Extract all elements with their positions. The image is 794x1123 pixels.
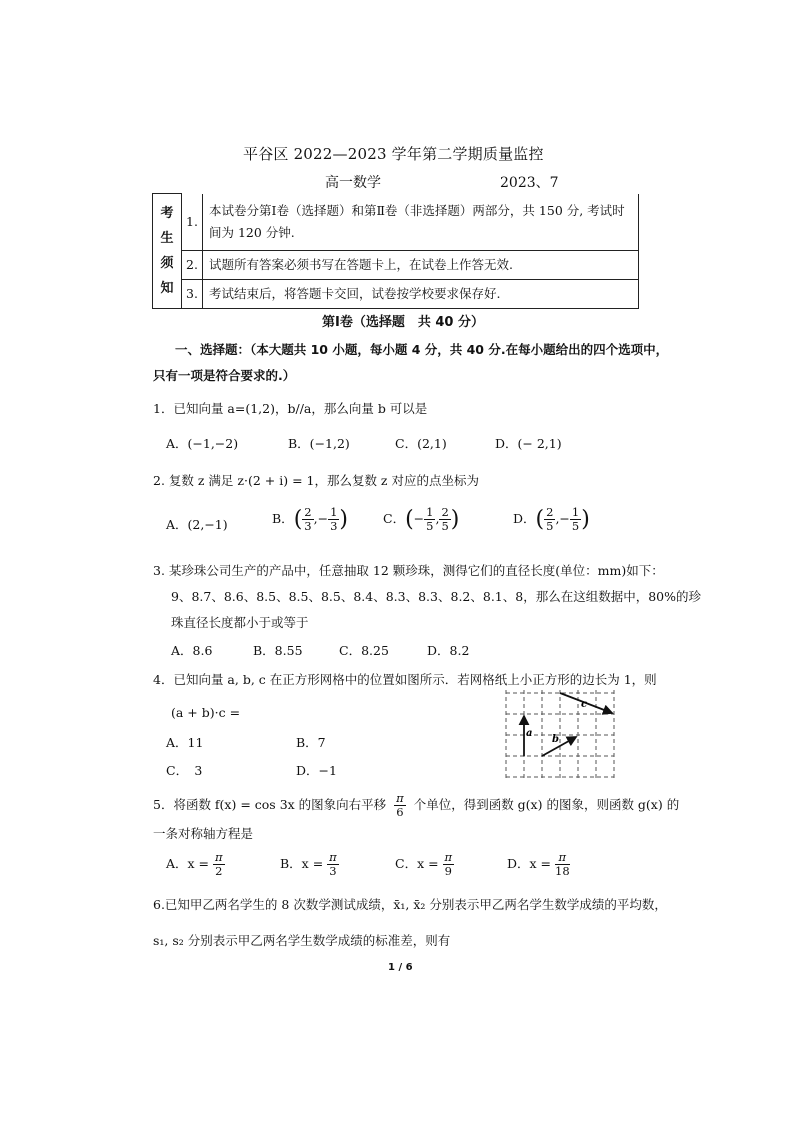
section-instruction-cont: 只有一项是符合要求的.） xyxy=(153,368,296,383)
grid-lines xyxy=(506,690,614,778)
notice-item-text: 本试卷分第Ⅰ卷（选择题）和第Ⅱ卷（非选择题）两部分，共 150 分, 考试时间为 120 分钟. xyxy=(203,194,639,251)
vector-c-label: c xyxy=(581,699,588,710)
vector-b-label: b xyxy=(552,734,559,745)
vector-grid-figure xyxy=(504,690,616,778)
notice-side-label: 考 生 须 知 xyxy=(153,194,182,309)
notice-item-text: 考试结束后，将答题卡交回，试卷按学校要求保存好. xyxy=(203,279,639,308)
exam-date: 2023、7 xyxy=(500,175,559,191)
notice-item-number: 1. xyxy=(182,194,203,251)
question-5-option-d: D．x = $\frac{\pi}{18}$ xyxy=(507,850,570,878)
question-2-option-c: C．(− $\frac{1}{5}$ , $\frac{2}{5}$ ) xyxy=(383,505,460,533)
question-4-option-b: B．7 xyxy=(296,735,326,750)
notice-item-text: 试题所有答案必须书写在答题卡上，在试卷上作答无效. xyxy=(203,250,639,279)
question-1-option-d: D．(− 2,1) xyxy=(495,436,562,451)
question-5-option-c: C．x = $\frac{\pi}{9}$ xyxy=(395,850,453,878)
question-2-option-a: A．(2,−1) xyxy=(166,517,228,532)
question-3-option-b: B．8.55 xyxy=(253,643,303,658)
question-2-option-b: B．( $\frac{2}{3}$ ,− $\frac{1}{3}$ ) xyxy=(272,505,348,533)
question-5-option-b: B．x = $\frac{\pi}{3}$ xyxy=(280,850,337,878)
notice-item-number: 3. xyxy=(182,279,203,308)
question-5-stem: 5．将函数 f(x) = cos 3x 的图象向右平移 $\frac{\pi}{6}$ 个单位，得到函数 g(x) 的图象，则函数 g(x) 的 xyxy=(153,791,680,819)
question-4-option-d: D．−1 xyxy=(296,763,337,778)
question-6-stem: 6.已知甲乙两名学生的 8 次数学测试成绩，x̄₁, x̄₂ 分别表示甲乙两名学生数学成绩的平均数， xyxy=(153,897,667,912)
question-2-option-d: D．( $\frac{2}{5}$ ,− $\frac{1}{5}$ ) xyxy=(513,505,590,533)
question-6-stem-end: s₁, s₂ 分别表示甲乙两名学生数学成绩的标准差，则有 xyxy=(153,933,451,948)
question-1-option-b: B．(−1,2) xyxy=(288,436,350,451)
exam-title: 平谷区 2022—2023 学年第二学期质量监控 xyxy=(243,145,544,163)
question-1-option-a: A．(−1,−2) xyxy=(166,436,239,451)
question-4-option-a: A．11 xyxy=(166,735,204,750)
question-5-option-a: A．x = $\frac{\pi}{2}$ xyxy=(166,850,223,878)
question-5-stem-end: 一条对称轴方程是 xyxy=(153,826,254,841)
section-instruction: 一、选择题：（本大题共 10 小题，每小题 4 分，共 40 分.在每小题给出的四个选项中， xyxy=(175,342,669,357)
question-4-expression: (a + b)·c = xyxy=(171,705,241,720)
question-3-stem: 3. 某珍珠公司生产的产品中，任意抽取 12 颗珍珠，测得它们的直径长度(单位：mm)如下： xyxy=(153,563,664,578)
question-3-option-c: C．8.25 xyxy=(339,643,389,658)
question-1-option-c: C．(2,1) xyxy=(395,436,447,451)
section-heading: 第Ⅰ卷（选择题 共 40 分） xyxy=(322,315,484,330)
question-4-stem: 4．已知向量 a, b, c 在正方形网格中的位置如图所示．若网格纸上小正方形的边长为 1，则 xyxy=(153,672,657,687)
question-1-stem: 1．已知向量 a=(1,2)，b//a，那么向量 b 可以是 xyxy=(153,401,428,416)
question-3-option-d: D．8.2 xyxy=(427,643,470,658)
question-3-data: 9、8.7、8.6、8.5、8.5、8.5、8.4、8.3、8.3、8.2、8.1、8，那么在这组数据中，80%的珍 xyxy=(171,589,701,604)
vector-a-label: a xyxy=(526,728,533,739)
question-3-stem-end: 珠直径长度都小于或等于 xyxy=(171,615,309,630)
page-number: 1 / 6 xyxy=(388,962,413,973)
notice-item-number: 2. xyxy=(182,250,203,279)
vector-b-arrow xyxy=(542,737,576,756)
question-4-option-c: C． 3 xyxy=(166,763,203,778)
notice-table xyxy=(152,193,639,309)
question-3-option-a: A．8.6 xyxy=(171,643,213,658)
question-2-stem: 2. 复数 z 满足 z·(2 + i) = 1，那么复数 z 对应的点坐标为 xyxy=(153,473,479,488)
subject-label: 高一数学 xyxy=(325,175,381,191)
